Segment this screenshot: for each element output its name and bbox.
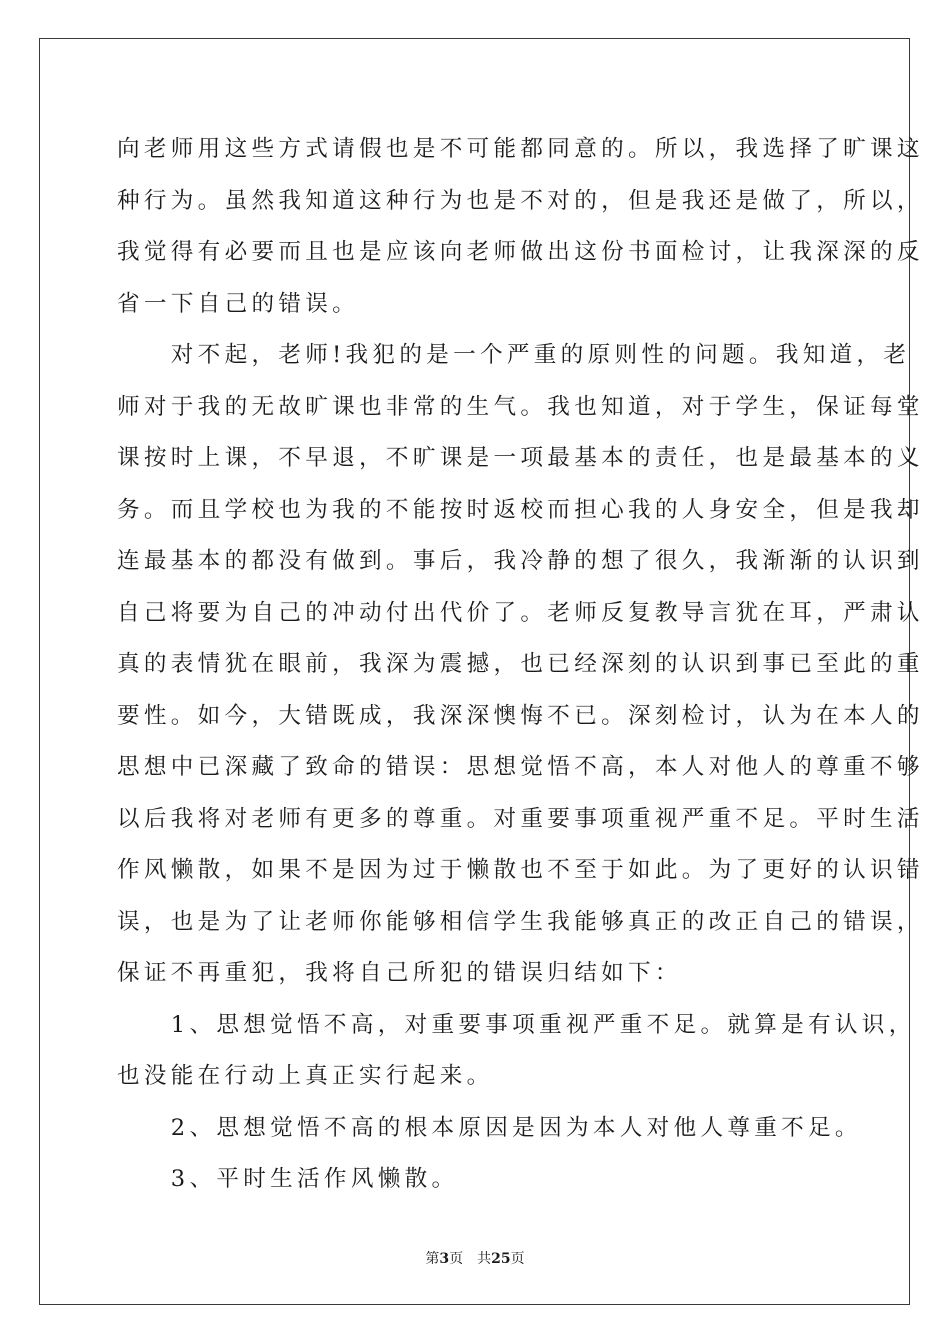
text-line: 向老师用这些方式请假也是不可能都同意的。所以，我选择了旷课这 <box>117 136 924 162</box>
page-prefix: 第 <box>425 1251 440 1267</box>
text-line: 以后我将对老师有更多的尊重。对重要事项重视严重不足。平时生活 <box>117 805 924 832</box>
text-line: 也没能在行动上真正实行起来。 <box>117 1063 494 1089</box>
page-number <box>425 1251 463 1267</box>
text-line: 省一下自己的错误。 <box>117 290 360 317</box>
text-line: 种行为。虽然我知道这种行为也是不对的，但是我还是做了，所以， <box>117 187 924 214</box>
text-line: 真的表情犹在眼前，我深为震撼，也已经深刻的认识到事已至此的重 <box>117 651 924 677</box>
current-page: 3 <box>439 1251 450 1267</box>
text-line: 要性。如今，大错既成，我深深懊悔不已。深刻检讨，认为在本人的 <box>117 702 924 729</box>
text-line: 2、思想觉悟不高的根本原因是因为本人对他人尊重不足。 <box>117 1114 862 1141</box>
text-line: 思想中已深藏了致命的错误：思想觉悟不高，本人对他人的尊重不够 <box>117 754 924 780</box>
text-line: 务。而且学校也为我的不能按时返校而担心我的人身安全，但是我却 <box>117 496 924 523</box>
text-line: 误，也是为了让老师你能够相信学生我能够真正的改正自己的错误， <box>117 908 924 935</box>
total-prefix: 共 <box>477 1251 492 1267</box>
text-line: 对不起，老师!我犯的是一个严重的原则性的问题。我知道，老 <box>117 342 911 368</box>
text-line: 3、平时生活作风懒散。 <box>117 1166 459 1192</box>
document-body <box>117 124 924 1206</box>
text-line: 师对于我的无故旷课也非常的生气。我也知道，对于学生，保证每堂 <box>117 393 924 420</box>
text-line: 作风懒散，如果不是因为过于懒散也不至于如此。为了更好的认识错 <box>117 857 924 883</box>
text-line: 课按时上课，不早退，不旷课是一项最基本的责任，也是最基本的义 <box>117 445 924 471</box>
text-line: 连最基本的都没有做到。事后，我冷静的想了很久，我渐渐的认识到 <box>117 548 924 574</box>
page-suffix: 页 <box>449 1251 464 1267</box>
total-suffix: 页 <box>510 1251 525 1267</box>
page-footer <box>0 1248 950 1268</box>
total-pages <box>477 1251 524 1267</box>
text-line: 1、思想觉悟不高，对重要事项重视严重不足。就算是有认识， <box>117 1011 916 1038</box>
text-line: 我觉得有必要而且也是应该向老师做出这份书面检讨，让我深深的反 <box>117 239 924 265</box>
total-count: 25 <box>491 1251 511 1267</box>
text-line: 自己将要为自己的冲动付出代价了。老师反复教导言犹在耳，严肃认 <box>117 599 924 626</box>
text-line: 保证不再重犯，我将自己所犯的错误归结如下： <box>117 960 682 986</box>
